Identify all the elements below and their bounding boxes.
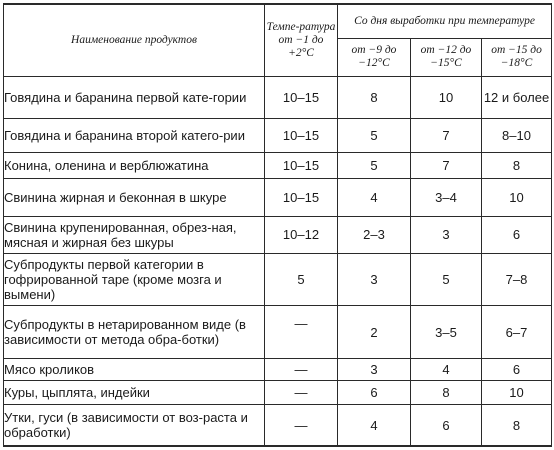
frozen-days-cell: 12 и более <box>482 76 552 118</box>
frozen-days-cell: 7 <box>411 153 482 179</box>
frozen-days-cell: 3–5 <box>411 306 482 358</box>
product-name-cell: Говядина и баранина второй катего-рии <box>4 118 265 152</box>
frozen-days-cell: 6–7 <box>482 306 552 358</box>
product-name-cell: Мясо кроликов <box>4 358 265 380</box>
frozen-days-cell: 3 <box>338 253 411 305</box>
frozen-days-cell: 8 <box>482 153 552 179</box>
frozen-days-cell: 5 <box>411 253 482 305</box>
product-name-cell: Субпродукты в нетарированном виде (в зависимости от метода обра-ботки) <box>4 306 265 358</box>
product-name-cell: Утки, гуси (в зависимости от воз-раста и обработки) <box>4 405 265 446</box>
frozen-days-cell: 6 <box>338 380 411 404</box>
chilled-days-cell: — <box>265 358 338 380</box>
frozen-days-cell: 6 <box>482 358 552 380</box>
product-name-header: Наименование продуктов <box>4 4 265 76</box>
frozen-days-cell: 6 <box>482 216 552 253</box>
frozen-days-cell: 7–8 <box>482 253 552 305</box>
frozen-group-header: Со дня выработки при температуре <box>338 4 552 38</box>
frozen-days-cell: 3 <box>338 358 411 380</box>
product-name-cell: Свинина жирная и беконная в шкуре <box>4 179 265 216</box>
frozen-days-cell: 10 <box>482 380 552 404</box>
frozen-days-cell: 6 <box>411 405 482 446</box>
storage-terms-table <box>3 3 552 447</box>
frozen-column-header: от −12 до −15°C <box>411 38 482 76</box>
frozen-days-cell: 10 <box>482 179 552 216</box>
table-row <box>4 216 552 253</box>
frozen-days-cell: 3 <box>411 216 482 253</box>
table-row <box>4 76 552 118</box>
table-row <box>4 380 552 404</box>
product-name-cell: Говядина и баранина первой кате-гории <box>4 76 265 118</box>
frozen-days-cell: 4 <box>338 179 411 216</box>
product-name-cell: Субпродукты первой категории в гофрированной таре (кроме мозга и вымени) <box>4 253 265 305</box>
frozen-days-cell: 8 <box>411 380 482 404</box>
table-row <box>4 405 552 446</box>
chilled-temperature-header: Темпе-ратура от −1 до +2°C <box>265 4 338 76</box>
table-row <box>4 153 552 179</box>
chilled-days-cell: — <box>265 380 338 404</box>
frozen-days-cell: 2–3 <box>338 216 411 253</box>
product-name-cell: Куры, цыплята, индейки <box>4 380 265 404</box>
frozen-column-header: от −15 до −18°C <box>482 38 552 76</box>
chilled-days-cell: — <box>265 405 338 446</box>
frozen-days-cell: 4 <box>411 358 482 380</box>
frozen-days-cell: 2 <box>338 306 411 358</box>
frozen-days-cell: 7 <box>411 118 482 152</box>
chilled-days-cell: 10–15 <box>265 76 338 118</box>
table-row <box>4 179 552 216</box>
frozen-days-cell: 8–10 <box>482 118 552 152</box>
chilled-days-cell: 10–15 <box>265 118 338 152</box>
chilled-days-cell: 10–15 <box>265 179 338 216</box>
table-row <box>4 306 552 358</box>
frozen-days-cell: 8 <box>338 76 411 118</box>
frozen-days-cell: 5 <box>338 153 411 179</box>
table-row <box>4 118 552 152</box>
frozen-days-cell: 10 <box>411 76 482 118</box>
frozen-column-header: от −9 до −12°C <box>338 38 411 76</box>
frozen-days-cell: 8 <box>482 405 552 446</box>
chilled-days-cell: 10–15 <box>265 153 338 179</box>
frozen-days-cell: 3–4 <box>411 179 482 216</box>
product-name-cell: Конина, оленина и верблюжатина <box>4 153 265 179</box>
chilled-days-cell: 5 <box>265 253 338 305</box>
frozen-days-cell: 4 <box>338 405 411 446</box>
chilled-days-cell: 10–12 <box>265 216 338 253</box>
table-row <box>4 358 552 380</box>
frozen-days-cell: 5 <box>338 118 411 152</box>
table-row <box>4 253 552 305</box>
chilled-days-cell: — <box>265 306 338 358</box>
product-name-cell: Свинина крупенированная, обрез-ная, мясная и жирная без шкуры <box>4 216 265 253</box>
